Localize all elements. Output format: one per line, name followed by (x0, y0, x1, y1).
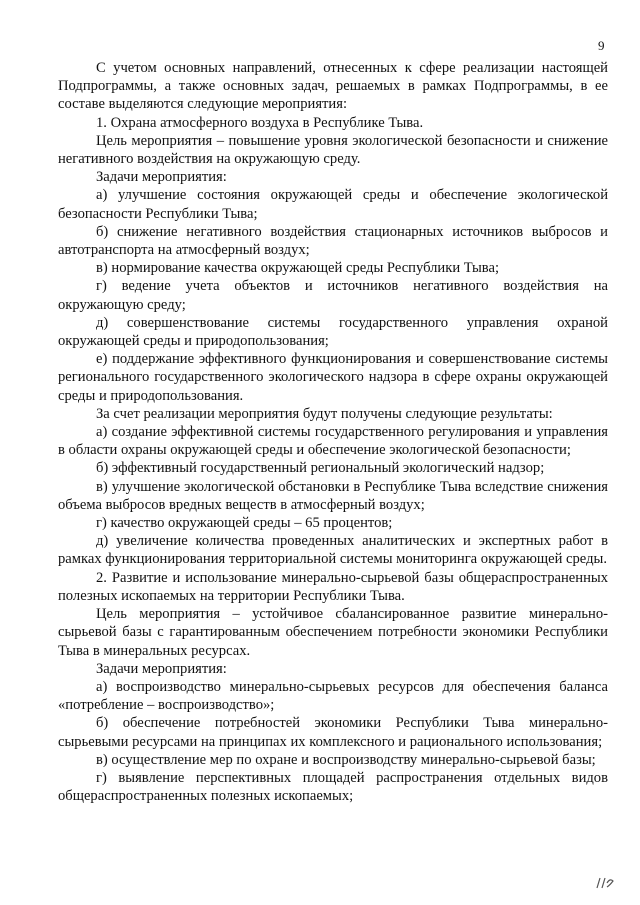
document-body (58, 59, 608, 805)
paragraph: б) снижение негативного воздействия стационарных источников выбросов и автотранспорта на атмосферный воздух; (58, 223, 608, 259)
handwritten-mark (594, 875, 616, 895)
paragraph: в) улучшение экологической обстановки в Республике Тыва вследствие снижения объема выбросов вредных веществ в атмосферный воздух; (58, 478, 608, 513)
paragraph: Задачи мероприятия: (96, 169, 227, 186)
paragraph: а) улучшение состояния окружающей среды и обеспечение экологической безопасности Республики Тыва; (58, 187, 608, 222)
paragraph: Цель мероприятия – устойчивое сбалансированное развитие минерально-сырьевой базы с гарантированным обеспечением потребности экономики Республики Тыва в минеральных ресурсах. (58, 606, 608, 659)
paragraph: Задачи мероприятия: (96, 660, 227, 677)
paragraph: в) осуществление мер по охране и воспроизводству минерально-сырьевой базы; (96, 751, 596, 768)
paragraph: б) обеспечение потребностей экономики Республики Тыва минерально-сырьевыми ресурсами на принципах их комплексного и рационального использования; (58, 715, 608, 750)
paragraph: д) увеличение количества проведенных аналитических и экспертных работ в рамках функционирования территориальной системы мониторинга окружающей среды. (58, 533, 608, 568)
paragraph: г) ведение учета объектов и источников негативного воздействия на окружающую среду; (58, 278, 608, 313)
paragraph: г) качество окружающей среды – 65 процентов; (96, 515, 393, 532)
paragraph: г) выявление перспективных площадей распространения отдельных видов общераспространенных полезных ископаемых; (58, 769, 608, 805)
page-number: 9 (598, 38, 605, 53)
paragraph: а) создание эффективной системы государственного регулирования и управления в области охраны окружающей среды и обеспечение экологической безопасности; (58, 424, 608, 459)
paragraph: За счет реализации мероприятия будут получены следующие результаты: (96, 405, 553, 422)
paragraph: 2. Развитие и использование минерально-сырьевой базы общераспространенных полезных ископаемых на территории Республики Тыва. (58, 569, 608, 604)
paragraph: С учетом основных направлений, отнесенных к сфере реализации настоящей Подпрограммы, а также основных задач, решаемых в рамках Подпрограммы, в ее составе выделяются следующие мероприятия: (58, 60, 608, 113)
paragraph: е) поддержание эффективного функционирования и совершенствование системы регионального государственного экологического надзора в сфере охраны окружающей среды и природопользования. (58, 351, 608, 404)
paragraph: д) совершенствование системы государственного управления охраной окружающей среды и природопользования; (58, 314, 608, 350)
paragraph: 1. Охрана атмосферного воздуха в Республике Тыва. (96, 114, 424, 131)
paragraph: Цель мероприятия – повышение уровня экологической безопасности и снижение негативного воздействия на окружающую среду. (58, 132, 608, 168)
paragraph: б) эффективный государственный региональный экологический надзор; (96, 460, 545, 477)
handwritten-mark-icon (594, 875, 616, 891)
paragraph: в) нормирование качества окружающей среды Республики Тыва; (96, 260, 500, 277)
paragraph: а) воспроизводство минерально-сырьевых ресурсов для обеспечения баланса «потребление – воспроизводство»; (58, 678, 608, 714)
